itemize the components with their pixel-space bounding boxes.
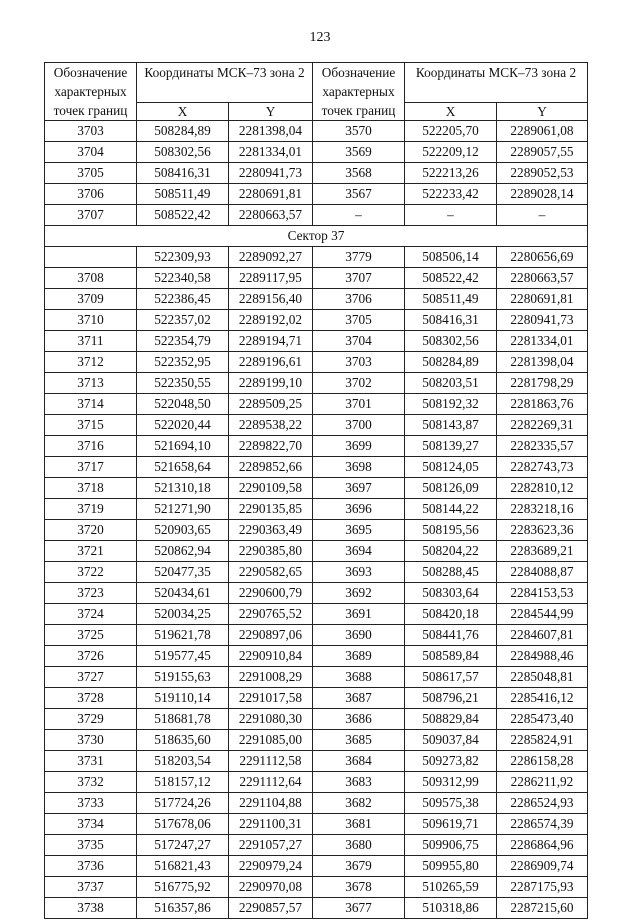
cell-point-right: 3779	[313, 247, 405, 268]
cell-y-left: 2289199,10	[229, 373, 313, 394]
cell-x-left: 522354,79	[137, 331, 229, 352]
cell-x-left: 522350,55	[137, 373, 229, 394]
cell-y-right: 2285416,12	[497, 688, 588, 709]
cell-y-left: 2290385,80	[229, 541, 313, 562]
cell-point-right: 3705	[313, 310, 405, 331]
cell-x-right: 509619,71	[405, 814, 497, 835]
cell-x-left: 520434,61	[137, 583, 229, 604]
table-row	[45, 772, 588, 793]
cell-x-right: 508284,89	[405, 352, 497, 373]
cell-y-right: 2287215,60	[497, 898, 588, 919]
cell-y-right: 2285824,91	[497, 730, 588, 751]
cell-point-left: 3723	[45, 583, 137, 604]
cell-y-left: 2290979,24	[229, 856, 313, 877]
table-row	[45, 667, 588, 688]
cell-x-right: 508204,22	[405, 541, 497, 562]
header-y-left: Y	[229, 103, 313, 121]
cell-y-right: 2286524,93	[497, 793, 588, 814]
sector-row	[45, 226, 588, 247]
table-row	[45, 310, 588, 331]
cell-y-right: 2285473,40	[497, 709, 588, 730]
cell-x-right: 508441,76	[405, 625, 497, 646]
cell-y-right: 2283689,21	[497, 541, 588, 562]
cell-point-right: 3567	[313, 184, 405, 205]
cell-point-right: 3701	[313, 394, 405, 415]
cell-y-left: 2291008,29	[229, 667, 313, 688]
cell-y-right: 2281798,29	[497, 373, 588, 394]
cell-point-right: 3688	[313, 667, 405, 688]
table-row	[45, 856, 588, 877]
cell-y-left: 2290765,52	[229, 604, 313, 625]
cell-y-left: 2291085,00	[229, 730, 313, 751]
cell-y-left: 2290109,58	[229, 478, 313, 499]
cell-point-left: 3719	[45, 499, 137, 520]
cell-point-right: 3703	[313, 352, 405, 373]
cell-point-right: 3680	[313, 835, 405, 856]
cell-point-right: 3700	[313, 415, 405, 436]
cell-point-right: 3683	[313, 772, 405, 793]
cell-y-left: 2291112,58	[229, 751, 313, 772]
header-label-left: Обозначение характерных точек границ	[45, 63, 137, 121]
cell-point-right: 3568	[313, 163, 405, 184]
cell-y-left: 2290582,65	[229, 562, 313, 583]
table-row	[45, 541, 588, 562]
cell-y-left: 2290135,85	[229, 499, 313, 520]
cell-x-right: 508303,64	[405, 583, 497, 604]
cell-point-right: 3707	[313, 268, 405, 289]
cell-y-left: 2289092,27	[229, 247, 313, 268]
cell-x-left: 521271,90	[137, 499, 229, 520]
cell-y-right: –	[497, 205, 588, 226]
cell-x-left: 521310,18	[137, 478, 229, 499]
cell-y-left: 2289194,71	[229, 331, 313, 352]
cell-x-right: 522205,70	[405, 121, 497, 142]
table-row	[45, 604, 588, 625]
cell-y-right: 2287175,93	[497, 877, 588, 898]
cell-point-right: 3686	[313, 709, 405, 730]
cell-point-right: 3677	[313, 898, 405, 919]
cell-point-right: 3690	[313, 625, 405, 646]
header-x-left: X	[137, 103, 229, 121]
cell-y-left: 2290910,84	[229, 646, 313, 667]
cell-x-left: 520862,94	[137, 541, 229, 562]
cell-point-right: 3685	[313, 730, 405, 751]
cell-point-left: 3730	[45, 730, 137, 751]
cell-x-right: 508589,84	[405, 646, 497, 667]
table-row	[45, 499, 588, 520]
header-x-right: X	[405, 103, 497, 121]
cell-y-right: 2281398,04	[497, 352, 588, 373]
table-row	[45, 373, 588, 394]
cell-y-left: 2289822,70	[229, 436, 313, 457]
cell-point-right: 3570	[313, 121, 405, 142]
cell-x-left: 518157,12	[137, 772, 229, 793]
cell-y-right: 2281863,76	[497, 394, 588, 415]
cell-x-left: 522386,45	[137, 289, 229, 310]
cell-y-left: 2289156,40	[229, 289, 313, 310]
cell-point-right: 3689	[313, 646, 405, 667]
cell-x-right: 508506,14	[405, 247, 497, 268]
table-row	[45, 268, 588, 289]
cell-x-left: 517678,06	[137, 814, 229, 835]
cell-point-right: 3684	[313, 751, 405, 772]
cell-x-left: 517247,27	[137, 835, 229, 856]
cell-point-left: 3709	[45, 289, 137, 310]
cell-x-right: 522209,12	[405, 142, 497, 163]
table-row	[45, 583, 588, 604]
table-row	[45, 709, 588, 730]
cell-y-left: 2289192,02	[229, 310, 313, 331]
cell-x-left: 519110,14	[137, 688, 229, 709]
cell-y-right: 2286909,74	[497, 856, 588, 877]
cell-point-left: 3703	[45, 121, 137, 142]
cell-point-left: 3716	[45, 436, 137, 457]
cell-point-right: 3697	[313, 478, 405, 499]
cell-point-right: 3681	[313, 814, 405, 835]
cell-y-right: 2283218,16	[497, 499, 588, 520]
cell-x-left: 522340,58	[137, 268, 229, 289]
cell-x-right: –	[405, 205, 497, 226]
cell-y-left: 2289538,22	[229, 415, 313, 436]
cell-y-right: 2280656,69	[497, 247, 588, 268]
cell-y-right: 2284607,81	[497, 625, 588, 646]
cell-point-right: 3679	[313, 856, 405, 877]
cell-x-right: 508416,31	[405, 310, 497, 331]
cell-y-right: 2289057,55	[497, 142, 588, 163]
cell-y-left: 2289196,61	[229, 352, 313, 373]
cell-x-left: 519621,78	[137, 625, 229, 646]
table-row	[45, 163, 588, 184]
cell-point-right: 3702	[313, 373, 405, 394]
cell-x-right: 508139,27	[405, 436, 497, 457]
cell-point-left: 3736	[45, 856, 137, 877]
cell-point-left: 3725	[45, 625, 137, 646]
cell-y-left: 2290363,49	[229, 520, 313, 541]
cell-y-left: 2290857,57	[229, 898, 313, 919]
cell-point-left: 3711	[45, 331, 137, 352]
cell-point-right: 3692	[313, 583, 405, 604]
table-row	[45, 205, 588, 226]
table-row	[45, 142, 588, 163]
cell-y-left: 2291100,31	[229, 814, 313, 835]
table-row	[45, 436, 588, 457]
cell-point-left: 3713	[45, 373, 137, 394]
cell-y-right: 2282335,57	[497, 436, 588, 457]
table-row	[45, 793, 588, 814]
cell-point-left: 3712	[45, 352, 137, 373]
cell-y-right: 2284544,99	[497, 604, 588, 625]
cell-point-right: 3691	[313, 604, 405, 625]
cell-x-left: 508284,89	[137, 121, 229, 142]
table-row	[45, 394, 588, 415]
cell-x-left: 520034,25	[137, 604, 229, 625]
cell-point-right: 3696	[313, 499, 405, 520]
cell-point-left: 3706	[45, 184, 137, 205]
table-row	[45, 478, 588, 499]
cell-x-left: 520477,35	[137, 562, 229, 583]
table-row	[45, 646, 588, 667]
table-row	[45, 415, 588, 436]
cell-point-left: 3710	[45, 310, 137, 331]
cell-y-right: 2289028,14	[497, 184, 588, 205]
cell-y-right: 2284988,46	[497, 646, 588, 667]
cell-x-right: 510265,59	[405, 877, 497, 898]
header-label-right: Обозначение характерных точек границ	[313, 63, 405, 121]
cell-x-left: 521658,64	[137, 457, 229, 478]
cell-y-left: 2290897,06	[229, 625, 313, 646]
table-row	[45, 835, 588, 856]
cell-x-right: 510318,86	[405, 898, 497, 919]
cell-x-left: 522048,50	[137, 394, 229, 415]
cell-x-right: 509037,84	[405, 730, 497, 751]
cell-point-right: 3678	[313, 877, 405, 898]
cell-x-left: 522357,02	[137, 310, 229, 331]
cell-point-left: 3733	[45, 793, 137, 814]
cell-point-left: 3717	[45, 457, 137, 478]
cell-x-right: 522233,42	[405, 184, 497, 205]
cell-y-left: 2290600,79	[229, 583, 313, 604]
cell-y-right: 2280941,73	[497, 310, 588, 331]
table-row	[45, 352, 588, 373]
cell-x-left: 516821,43	[137, 856, 229, 877]
cell-x-right: 522213,26	[405, 163, 497, 184]
table-row	[45, 457, 588, 478]
cell-x-right: 508522,42	[405, 268, 497, 289]
table-row	[45, 562, 588, 583]
cell-point-left: 3705	[45, 163, 137, 184]
cell-y-right: 2282743,73	[497, 457, 588, 478]
cell-point-left: 3737	[45, 877, 137, 898]
table-row	[45, 625, 588, 646]
cell-y-right: 2282810,12	[497, 478, 588, 499]
cell-x-left: 518681,78	[137, 709, 229, 730]
cell-x-left: 508522,42	[137, 205, 229, 226]
cell-x-right: 509312,99	[405, 772, 497, 793]
cell-y-right: 2280663,57	[497, 268, 588, 289]
cell-x-right: 509273,82	[405, 751, 497, 772]
cell-x-right: 508192,32	[405, 394, 497, 415]
cell-point-left: 3731	[45, 751, 137, 772]
cell-point-left: 3728	[45, 688, 137, 709]
cell-x-right: 508420,18	[405, 604, 497, 625]
cell-y-left: 2289509,25	[229, 394, 313, 415]
cell-point-right: 3694	[313, 541, 405, 562]
cell-point-left: 3718	[45, 478, 137, 499]
cell-x-right: 508302,56	[405, 331, 497, 352]
cell-point-right: –	[313, 205, 405, 226]
cell-x-right: 508144,22	[405, 499, 497, 520]
cell-y-left: 2291112,64	[229, 772, 313, 793]
cell-y-left: 2281398,04	[229, 121, 313, 142]
cell-y-left: 2280663,57	[229, 205, 313, 226]
cell-point-left: 3722	[45, 562, 137, 583]
cell-y-right: 2281334,01	[497, 331, 588, 352]
header-y-right: Y	[497, 103, 588, 121]
cell-point-left: 3732	[45, 772, 137, 793]
cell-point-left: 3714	[45, 394, 137, 415]
cell-x-left: 517724,26	[137, 793, 229, 814]
cell-x-left: 516357,86	[137, 898, 229, 919]
cell-y-left: 2289117,95	[229, 268, 313, 289]
page-number: 123	[309, 30, 331, 45]
cell-x-left: 518203,54	[137, 751, 229, 772]
cell-x-right: 509575,38	[405, 793, 497, 814]
cell-y-right: 2280691,81	[497, 289, 588, 310]
cell-x-right: 508288,45	[405, 562, 497, 583]
cell-y-left: 2291080,30	[229, 709, 313, 730]
cell-x-right: 508796,21	[405, 688, 497, 709]
cell-x-left: 508511,49	[137, 184, 229, 205]
cell-x-right: 508126,09	[405, 478, 497, 499]
table-row	[45, 730, 588, 751]
table-row	[45, 331, 588, 352]
header-coords-left: Координаты МСК–73 зона 2	[137, 63, 313, 103]
cell-y-right: 2282269,31	[497, 415, 588, 436]
cell-y-right: 2285048,81	[497, 667, 588, 688]
cell-y-left: 2291017,58	[229, 688, 313, 709]
cell-x-right: 508203,51	[405, 373, 497, 394]
cell-x-right: 509955,80	[405, 856, 497, 877]
sector-label: Сектор 37	[45, 226, 588, 247]
cell-x-left: 518635,60	[137, 730, 229, 751]
table-row	[45, 289, 588, 310]
cell-point-left: 3708	[45, 268, 137, 289]
table-row	[45, 751, 588, 772]
cell-x-right: 508195,56	[405, 520, 497, 541]
cell-y-right: 2286574,39	[497, 814, 588, 835]
cell-x-left: 508302,56	[137, 142, 229, 163]
cell-point-left: 3715	[45, 415, 137, 436]
cell-y-left: 2280941,73	[229, 163, 313, 184]
cell-y-right: 2286158,28	[497, 751, 588, 772]
table-row	[45, 688, 588, 709]
cell-point-right: 3693	[313, 562, 405, 583]
cell-point-left: 3724	[45, 604, 137, 625]
cell-point-left: 3727	[45, 667, 137, 688]
cell-y-left: 2280691,81	[229, 184, 313, 205]
cell-y-left: 2291104,88	[229, 793, 313, 814]
cell-y-right: 2284088,87	[497, 562, 588, 583]
cell-x-left: 522020,44	[137, 415, 229, 436]
cell-x-right: 509906,75	[405, 835, 497, 856]
cell-x-right: 508124,05	[405, 457, 497, 478]
cell-point-left: 3735	[45, 835, 137, 856]
table-row	[45, 898, 588, 919]
header-coords-right: Координаты МСК–73 зона 2	[405, 63, 588, 103]
cell-y-right: 2284153,53	[497, 583, 588, 604]
cell-point-left: 3734	[45, 814, 137, 835]
cell-y-right: 2286864,96	[497, 835, 588, 856]
cell-x-left: 522309,93	[137, 247, 229, 268]
cell-point-left: 3729	[45, 709, 137, 730]
cell-y-left: 2291057,27	[229, 835, 313, 856]
cell-x-left: 516775,92	[137, 877, 229, 898]
cell-point-left: 3704	[45, 142, 137, 163]
cell-x-right: 508511,49	[405, 289, 497, 310]
cell-y-left: 2290970,08	[229, 877, 313, 898]
cell-point-right: 3706	[313, 289, 405, 310]
cell-y-right: 2289052,53	[497, 163, 588, 184]
cell-point-right: 3699	[313, 436, 405, 457]
table-row	[45, 814, 588, 835]
cell-x-left: 521694,10	[137, 436, 229, 457]
cell-x-right: 508829,84	[405, 709, 497, 730]
cell-point-left: 3721	[45, 541, 137, 562]
cell-y-right: 2286211,92	[497, 772, 588, 793]
cell-point-left	[45, 247, 137, 268]
cell-point-left: 3726	[45, 646, 137, 667]
cell-point-right: 3704	[313, 331, 405, 352]
coordinates-table	[44, 62, 588, 919]
cell-point-left: 3738	[45, 898, 137, 919]
cell-point-right: 3695	[313, 520, 405, 541]
cell-y-right: 2289061,08	[497, 121, 588, 142]
cell-point-right: 3682	[313, 793, 405, 814]
table-row	[45, 520, 588, 541]
cell-point-left: 3720	[45, 520, 137, 541]
cell-x-left: 520903,65	[137, 520, 229, 541]
cell-x-left: 522352,95	[137, 352, 229, 373]
cell-y-left: 2289852,66	[229, 457, 313, 478]
table-row	[45, 121, 588, 142]
cell-x-left: 519155,63	[137, 667, 229, 688]
cell-point-right: 3698	[313, 457, 405, 478]
cell-x-left: 519577,45	[137, 646, 229, 667]
table-row	[45, 184, 588, 205]
cell-y-right: 2283623,36	[497, 520, 588, 541]
cell-point-right: 3569	[313, 142, 405, 163]
table-row	[45, 877, 588, 898]
cell-point-left: 3707	[45, 205, 137, 226]
cell-point-right: 3687	[313, 688, 405, 709]
table-row	[45, 247, 588, 268]
cell-x-right: 508617,57	[405, 667, 497, 688]
cell-y-left: 2281334,01	[229, 142, 313, 163]
cell-x-left: 508416,31	[137, 163, 229, 184]
cell-x-right: 508143,87	[405, 415, 497, 436]
